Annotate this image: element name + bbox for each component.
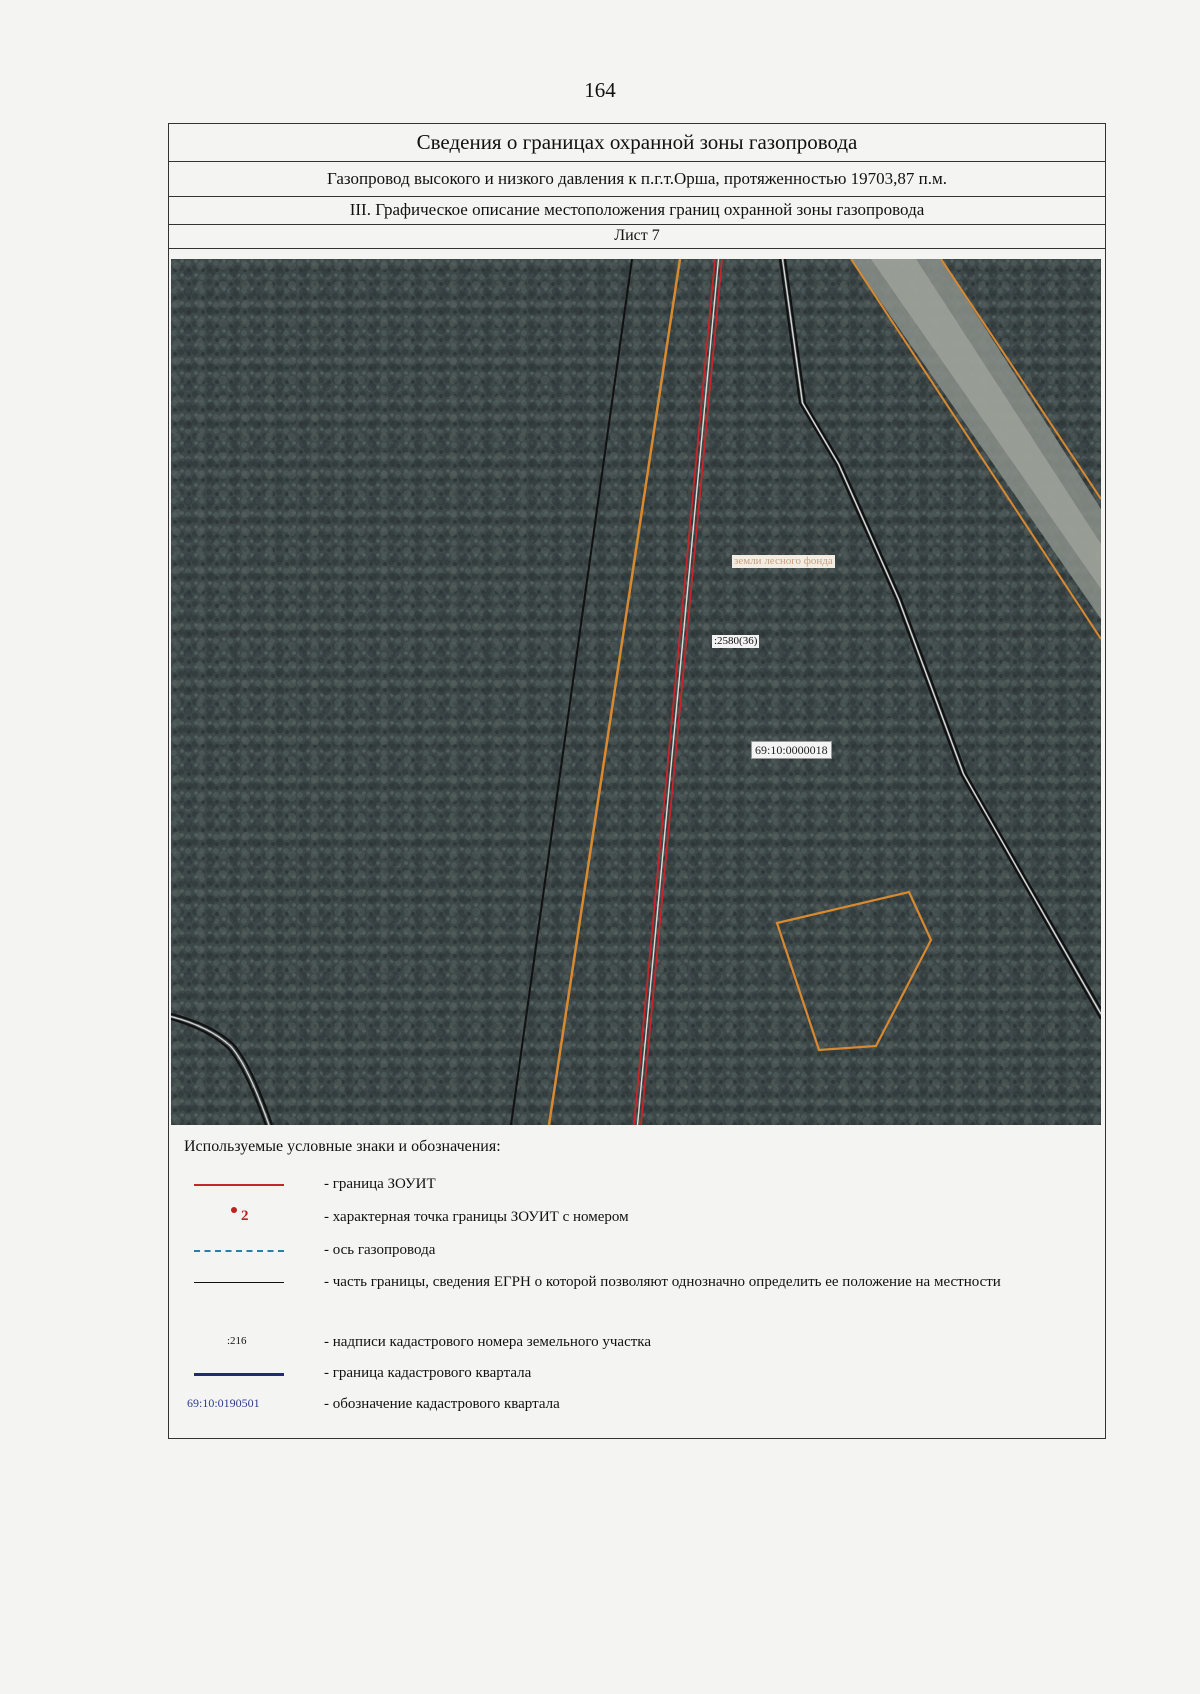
legend bbox=[169, 1134, 1105, 1434]
text-sample-symbol bbox=[189, 1332, 289, 1354]
legend-item-text: - обозначение кадастрового квартала bbox=[324, 1396, 560, 1412]
navy-line-symbol bbox=[189, 1363, 289, 1385]
section-title: III. Графическое описание местоположения границ охранной зоны газопровода bbox=[169, 197, 1105, 225]
object-name: Газопровод высокого и низкого давления к п.г.т.Орша, протяженностью 19703,87 п.м. bbox=[169, 162, 1105, 197]
parcel-number-label: :2580(36) bbox=[714, 635, 758, 647]
map-sheet bbox=[168, 123, 1106, 1439]
legend-item-text: - надписи кадастрового номера земельного участка bbox=[324, 1334, 652, 1350]
forest-land-label: земли лесного фонда bbox=[734, 555, 833, 567]
legend-item-text: - ось газопровода bbox=[324, 1242, 436, 1258]
red-line-symbol bbox=[189, 1174, 289, 1196]
parcel-label-sample: :216 bbox=[227, 1335, 247, 1347]
blue-dashed-line-symbol bbox=[189, 1240, 289, 1262]
legend-item-text: - часть границы, сведения ЕГРН о которой позволяют однозначно определить ее положение на местности bbox=[324, 1274, 1001, 1290]
quarter-label-symbol bbox=[189, 1394, 289, 1416]
legend-item-text: - граница ЗОУИТ bbox=[324, 1176, 436, 1192]
legend-item-text: - граница кадастрового квартала bbox=[324, 1365, 532, 1381]
point-number: 2 bbox=[241, 1208, 249, 1224]
map-canvas bbox=[171, 259, 1101, 1125]
cadastral-quarter-label: 69:10:0000018 bbox=[751, 741, 832, 759]
page-number: 164 bbox=[584, 78, 616, 102]
quarter-label-sample: 69:10:0190501 bbox=[187, 1396, 260, 1410]
legend-item-text: - характерная точка границы ЗОУИТ с номером bbox=[324, 1209, 629, 1225]
sheet-number: Лист 7 bbox=[169, 225, 1105, 249]
red-point-symbol bbox=[189, 1207, 289, 1229]
sheet-title: Сведения о границах охранной зоны газопровода bbox=[169, 124, 1105, 162]
map-view[interactable] bbox=[171, 259, 1101, 1125]
black-line-symbol bbox=[189, 1272, 289, 1294]
legend-title: Используемые условные знаки и обозначения: bbox=[184, 1138, 501, 1155]
